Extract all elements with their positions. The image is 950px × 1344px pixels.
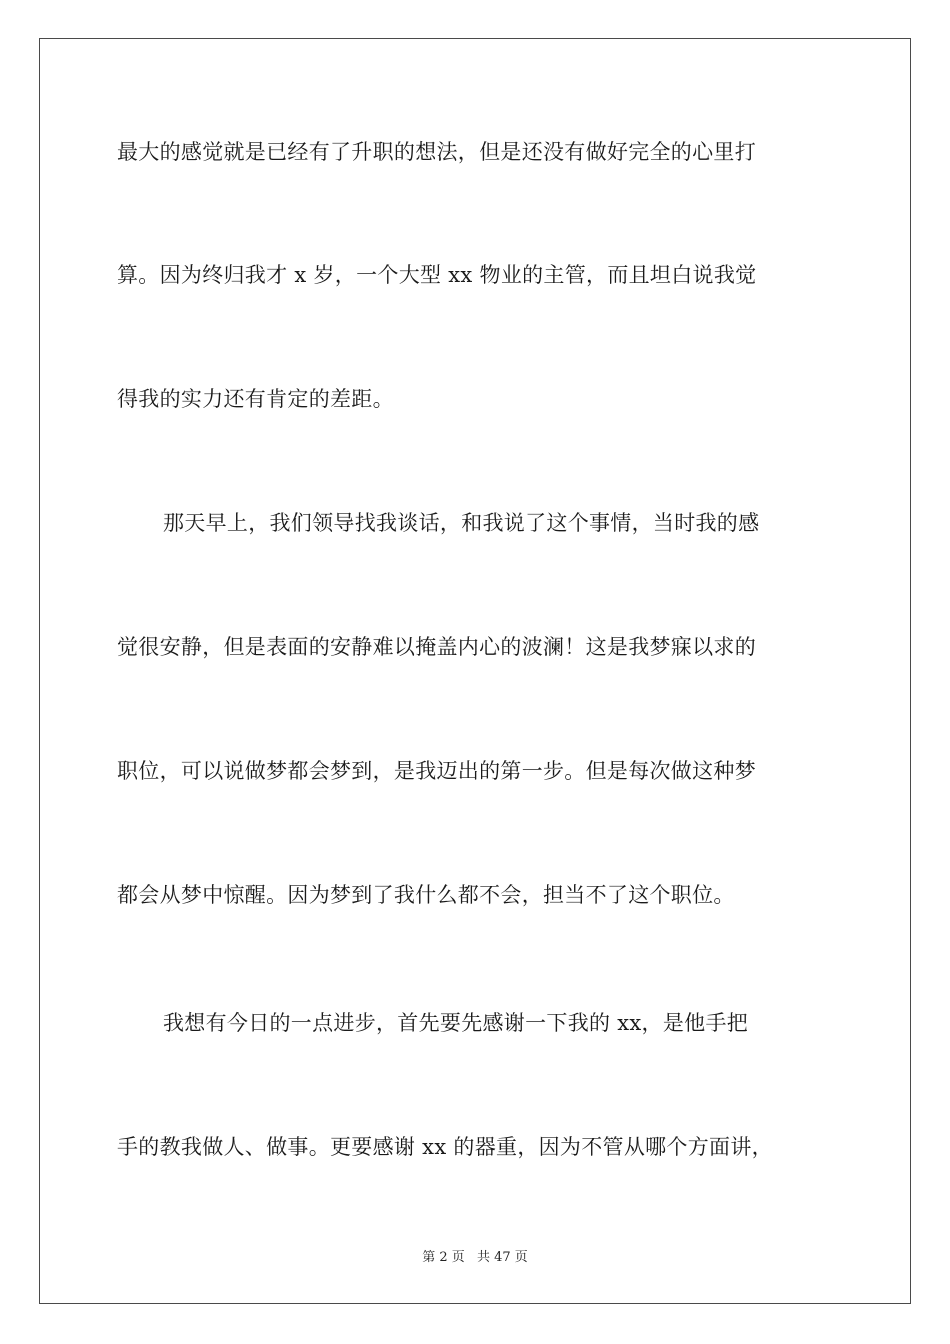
text-line: 都会从梦中惊醒。因为梦到了我什么都不会，担当不了这个职位。 <box>117 883 735 907</box>
page-footer <box>0 1246 950 1265</box>
text-line: 我想有今日的一点进步，首先要先感谢一下我的 xx，是他手把 <box>163 1011 749 1035</box>
page-total: 共 47 页 <box>476 1250 528 1265</box>
text-line: 那天早上，我们领导找我谈话，和我说了这个事情，当时我的感 <box>163 511 760 535</box>
text-line: 手的教我做人、做事。更要感谢 xx 的器重，因为不管从哪个方面讲， <box>117 1135 773 1159</box>
text-line: 算。因为终归我才 x 岁，一个大型 xx 物业的主管，而且坦白说我觉 <box>117 263 757 287</box>
page-border <box>39 38 911 1304</box>
text-line: 最大的感觉就是已经有了升职的想法，但是还没有做好完全的心里打 <box>117 140 756 164</box>
text-line: 觉很安静，但是表面的安静难以掩盖内心的波澜！这是我梦寐以求的 <box>117 635 756 659</box>
text-line: 得我的实力还有肯定的差距。 <box>117 387 394 411</box>
text-line: 职位，可以说做梦都会梦到，是我迈出的第一步。但是每次做这种梦 <box>117 759 756 783</box>
page-number: 第 2 页 <box>422 1250 465 1265</box>
